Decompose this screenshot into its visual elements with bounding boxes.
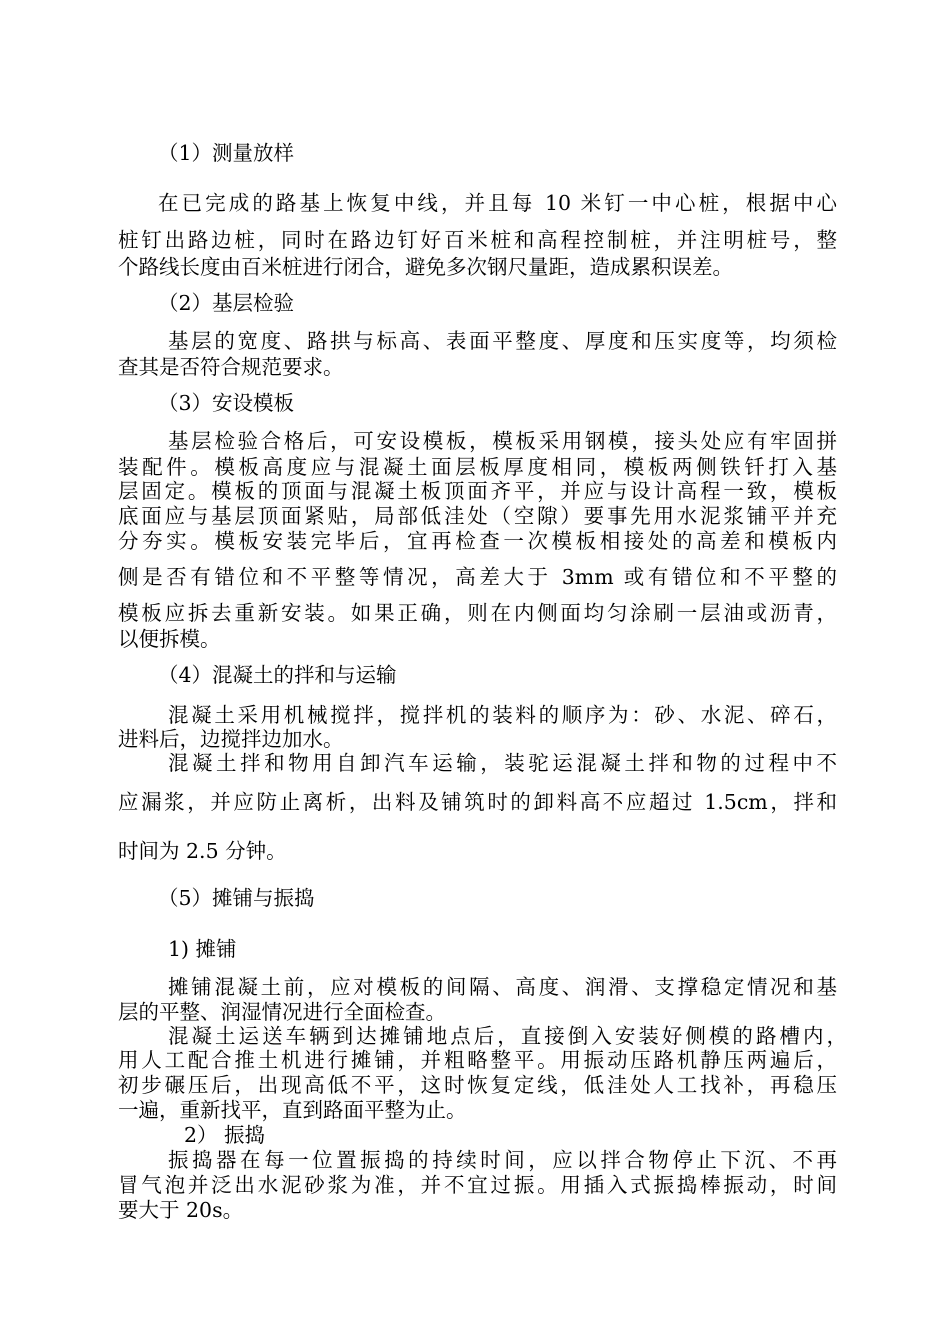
paragraph-line: 基层的宽度、路拱与标高、表面平整度、厚度和压实度等，均须检 xyxy=(168,329,837,353)
paragraph-line: 装配件。模板高度应与混凝土面层板厚度相同，模板两侧铁钎打入基 xyxy=(118,455,837,479)
paragraph-line: 要大于 20s。 xyxy=(118,1198,244,1222)
paragraph-line: 时间为 2.5 分钟。 xyxy=(118,839,287,863)
heading-concrete-mixing: （4）混凝土的拌和与运输 xyxy=(158,663,397,687)
paragraph-line: 进料后，边搅拌边加水。 xyxy=(118,727,344,751)
paragraph-line: 模板应拆去重新安装。如果正确，则在内侧面均匀涂刷一层油或沥青， xyxy=(118,601,837,625)
paragraph-line: 基层检验合格后，可安设模板，模板采用钢模，接头处应有牢固拼 xyxy=(168,429,837,453)
paragraph-line: 混凝土运送车辆到达摊铺地点后，直接倒入安装好侧模的路槽内， xyxy=(168,1024,847,1048)
paragraph-line: 一遍，重新找平，直到路面平整为止。 xyxy=(118,1098,467,1122)
subheading-paving: 1) 摊铺 xyxy=(168,937,237,961)
paragraph-line: 冒气泡并泛出水泥砂浆为准，并不宜过振。用插入式振捣棒振动，时间 xyxy=(118,1173,837,1197)
paragraph-line: 摊铺混凝土前，应对模板的间隔、高度、润滑、支撑稳定情况和基 xyxy=(168,975,837,999)
paragraph-line: 应漏浆，并应防止离析，出料及铺筑时的卸料高不应超过 1.5cm，拌和 xyxy=(118,790,837,814)
heading-paving-vibrating: （5）摊铺与振捣 xyxy=(158,886,315,910)
paragraph-line: 分夯实。模板安装完毕后，宜再检查一次模板相接处的高差和模板内 xyxy=(118,529,837,553)
heading-base-inspection: （2）基层检验 xyxy=(158,291,295,315)
paragraph-line: 层固定。模板的顶面与混凝土板顶面齐平，并应与设计高程一致，模板 xyxy=(118,479,837,503)
paragraph-line: 以便拆模。 xyxy=(118,627,221,651)
paragraph-line: 查其是否符合规范要求。 xyxy=(118,355,344,379)
paragraph-line: 侧是否有错位和不平整等情况，高差大于 3mm 或有错位和不平整的 xyxy=(118,565,837,589)
heading-formwork: （3）安设模板 xyxy=(158,391,295,415)
subheading-vibrating: 2） 振捣 xyxy=(184,1123,266,1147)
paragraph-line: 底面应与基层顶面紧贴，局部低洼处（空隙）要事先用水泥浆铺平并充 xyxy=(118,504,837,528)
paragraph-line: 初步碾压后，出现高低不平，这时恢复定线，低洼处人工找补，再稳压 xyxy=(118,1073,837,1097)
paragraph-line: 混凝土拌和物用自卸汽车运输，装驼运混凝土拌和物的过程中不 xyxy=(168,751,837,775)
paragraph-line: 个路线长度由百米桩进行闭合，避免多次钢尺量距，造成累积误差。 xyxy=(118,255,733,279)
paragraph-line: 混凝土采用机械搅拌，搅拌机的装料的顺序为：砂、水泥、碎石， xyxy=(168,703,837,727)
paragraph-line: 桩钉出路边桩，同时在路边钉好百米桩和高程控制桩，并注明桩号，整 xyxy=(118,228,837,252)
paragraph-line: 振捣器在每一位置振捣的持续时间，应以拌合物停止下沉、不再 xyxy=(168,1148,837,1172)
paragraph-line: 层的平整、润湿情况进行全面检查。 xyxy=(118,1000,446,1024)
heading-survey: （1）测量放样 xyxy=(158,141,295,165)
paragraph-line: 用人工配合推土机进行摊铺，并粗略整平。用振动压路机静压两遍后， xyxy=(118,1048,837,1072)
paragraph-line: 在已完成的路基上恢复中线，并且每 10 米钉一中心桩，根据中心 xyxy=(158,191,837,215)
